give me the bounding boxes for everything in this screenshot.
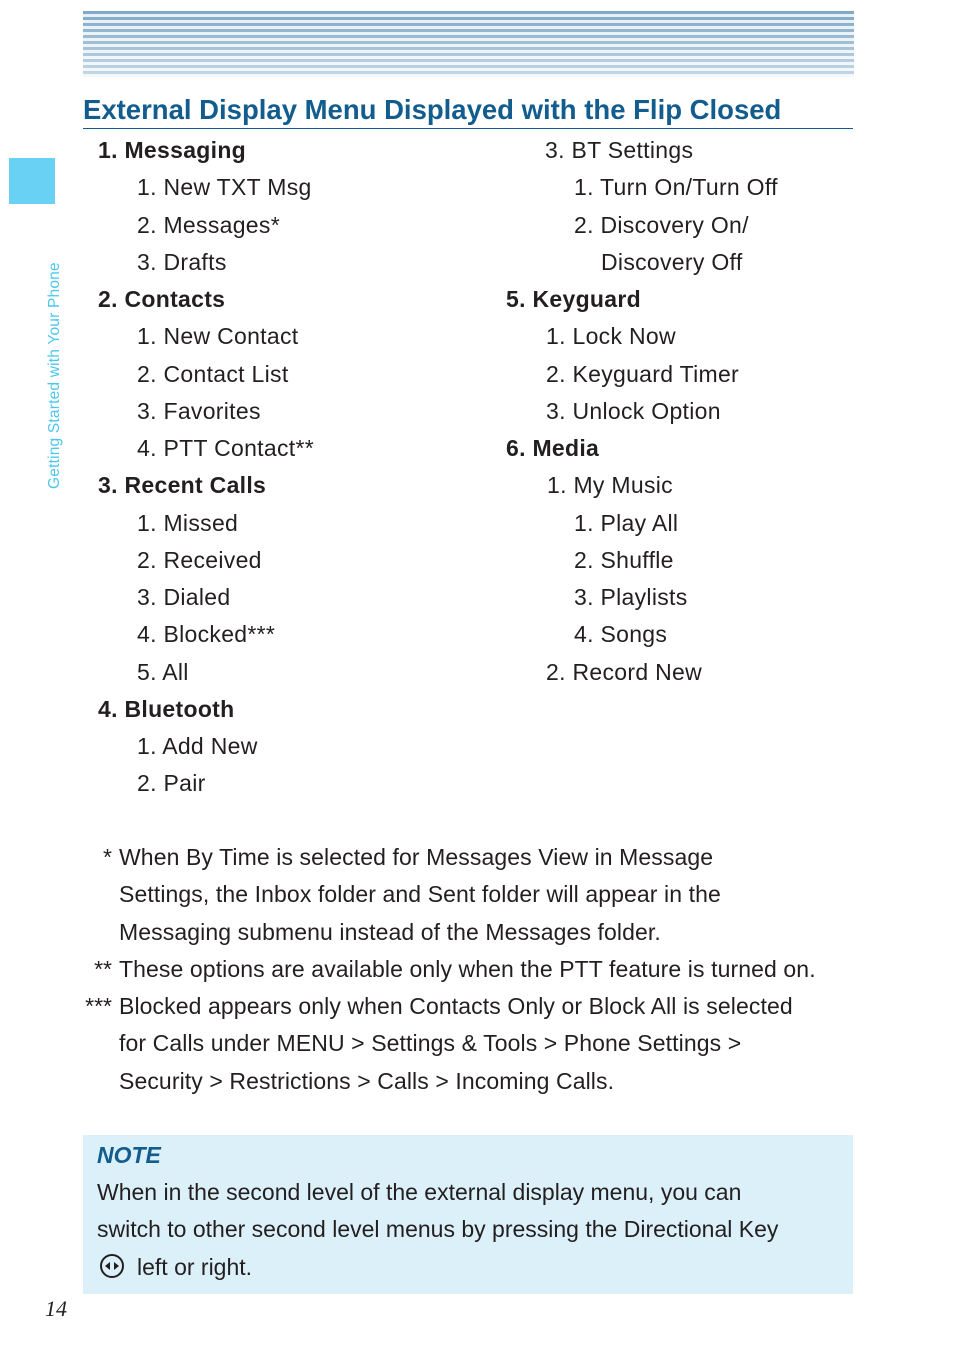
footnote-marker: ** bbox=[94, 956, 112, 982]
page-number: 14 bbox=[45, 1296, 67, 1321]
footnote-marker: *** bbox=[85, 993, 112, 1019]
menu-heading: 1. Messaging bbox=[98, 137, 247, 163]
menu-item: 1. Add New bbox=[137, 733, 258, 759]
menu-item: 2. Shuffle bbox=[574, 546, 674, 573]
menu-item: 2. Contact List bbox=[137, 360, 289, 387]
footnote-text-line: These options are available only when the PTT feature is turned on. bbox=[119, 956, 816, 982]
menu-item: 2. Record New bbox=[546, 658, 703, 685]
note-text-line: When in the second level of the external display menu, you can bbox=[97, 1179, 742, 1205]
menu-heading: 2. Contacts bbox=[98, 286, 226, 312]
note-title: NOTE bbox=[97, 1142, 161, 1168]
menu-item: 5. All bbox=[137, 658, 189, 685]
header-decorative-band bbox=[83, 11, 854, 77]
menu-item: 1. New TXT Msg bbox=[137, 174, 312, 201]
menu-item: 1. Turn On/Turn Off bbox=[574, 174, 778, 201]
menu-item: 3. Unlock Option bbox=[546, 397, 721, 424]
menu-item: 2. Discovery On/ bbox=[574, 211, 749, 238]
menu-item: 1. New Contact bbox=[137, 323, 299, 350]
menu-heading: 5. Keyguard bbox=[506, 286, 641, 312]
menu-item: 3. Dialed bbox=[137, 584, 231, 610]
menu-item: 4. Songs bbox=[574, 621, 668, 648]
menu-item: 2. Pair bbox=[137, 770, 206, 797]
menu-item: 3. Drafts bbox=[137, 248, 227, 275]
menu-item: 1. Play All bbox=[574, 509, 679, 536]
footnote-text-line: for Calls under MENU > Settings & Tools > Phone Settings > bbox=[119, 1030, 742, 1057]
menu-item: 2. Messages* bbox=[137, 211, 280, 238]
chapter-tab bbox=[9, 158, 55, 204]
menu-item: 2. Keyguard Timer bbox=[546, 360, 740, 387]
footnote-text-line: Blocked appears only when Contacts Only or Block All is selected bbox=[119, 993, 793, 1019]
footnote-marker: * bbox=[103, 844, 112, 870]
footnote-text-line: When By Time is selected for Messages View in Message bbox=[119, 844, 714, 870]
menu-item: 3. Favorites bbox=[137, 397, 261, 424]
menu-item: 1. My Music bbox=[547, 472, 673, 499]
menu-item: 4. Blocked*** bbox=[137, 621, 276, 648]
chapter-side-label: Getting Started with Your Phone bbox=[46, 262, 63, 489]
section-title: External Display Menu Displayed with the Flip Closed bbox=[83, 94, 853, 129]
note-text-line: switch to other second level menus by pressing the Directional Key bbox=[97, 1216, 779, 1242]
footnote-text-line: Settings, the Inbox folder and Sent folder will appear in the bbox=[119, 881, 721, 908]
menu-item: 3. BT Settings bbox=[545, 137, 694, 163]
menu-item: 3. Playlists bbox=[574, 584, 688, 610]
footnote-text-line: Messaging submenu instead of the Messages folder. bbox=[119, 918, 661, 945]
note-text-line: left or right. bbox=[137, 1254, 253, 1280]
menu-heading: 4. Bluetooth bbox=[98, 695, 235, 722]
directional-key-icon bbox=[100, 1254, 124, 1278]
menu-heading: 6. Media bbox=[506, 435, 600, 461]
menu-item: Discovery Off bbox=[601, 248, 743, 275]
footnote-text-line: Security > Restrictions > Calls > Incoming Calls. bbox=[119, 1067, 615, 1094]
menu-item: 1. Lock Now bbox=[546, 323, 676, 350]
menu-item: 4. PTT Contact** bbox=[137, 435, 314, 461]
menu-item: 1. Missed bbox=[137, 509, 239, 536]
menu-item: 2. Received bbox=[137, 546, 262, 573]
menu-heading: 3. Recent Calls bbox=[98, 472, 267, 499]
